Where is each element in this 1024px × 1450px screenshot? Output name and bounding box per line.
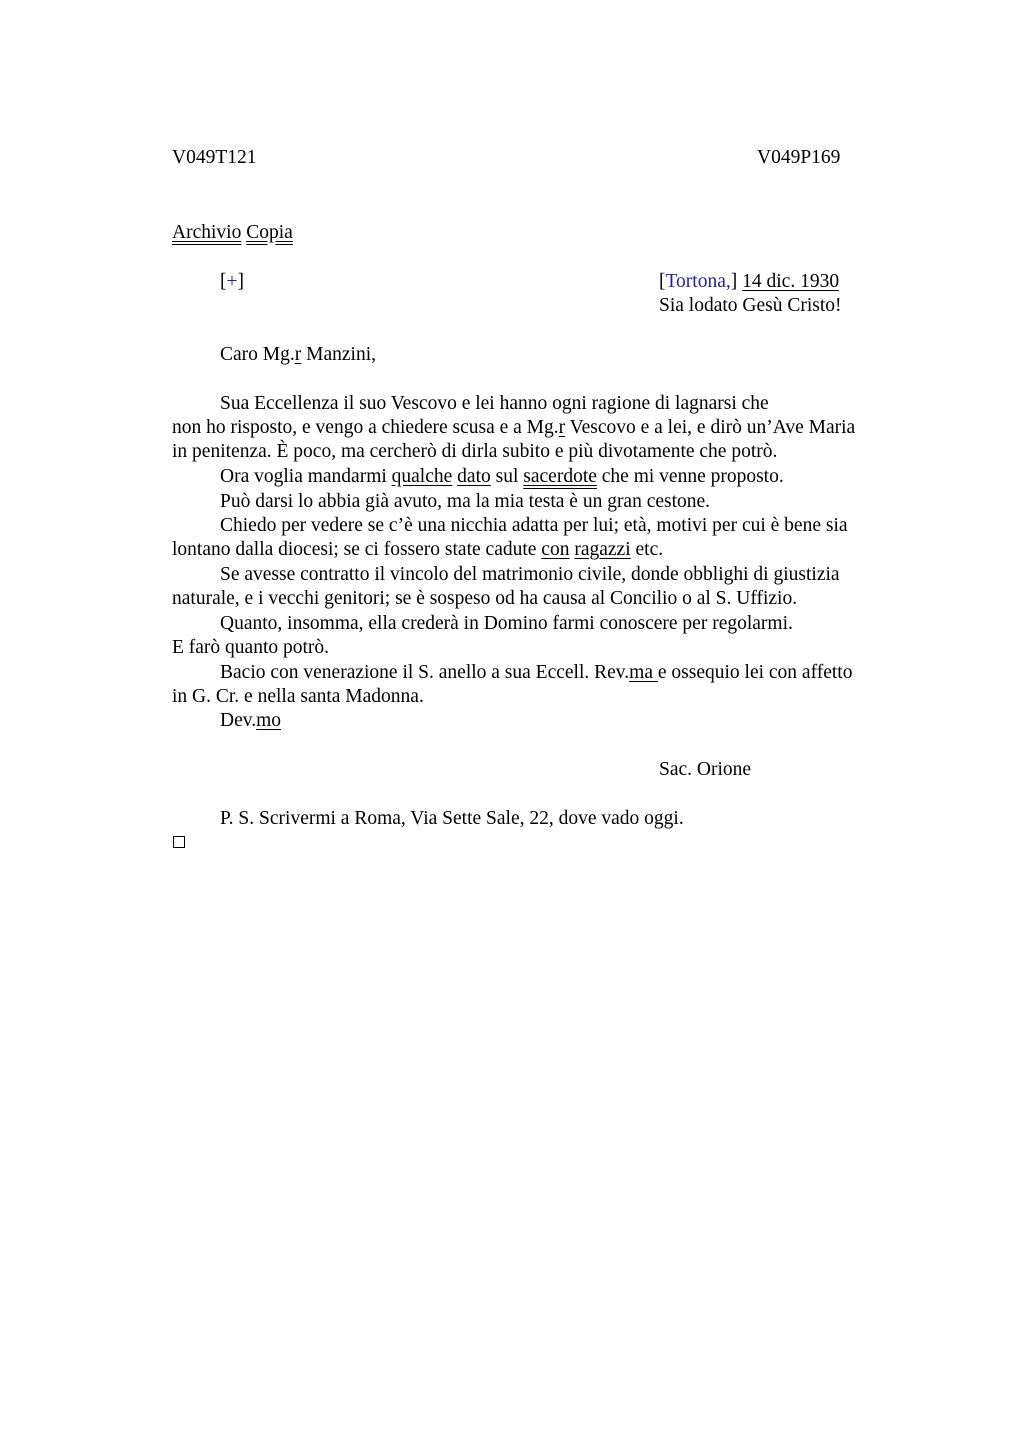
cross-mark (220, 270, 244, 294)
text-segment: non ho risposto, e vengo a chiedere scusa e a Mg. (172, 417, 559, 438)
underlined-word: dato (457, 466, 491, 487)
end-box-icon (173, 836, 185, 848)
document-code-right: V049P169 (757, 147, 841, 168)
postscript: P. S. Scrivermi a Roma, Via Sette Sale, 22, dove vado oggi. (220, 808, 684, 829)
place-name: Tortona, (665, 271, 731, 292)
body-line: Quanto, insomma, ella crederà in Domino farmi conoscere per regolarmi. (220, 613, 793, 634)
text-segment: sul (490, 466, 524, 487)
letter-date: 14 dic. 1930 (742, 271, 840, 292)
body-line: in penitenza. È poco, ma cercherò di dirla subito e più divotamente che potrò. (172, 441, 778, 462)
bracket-close: ] (237, 271, 244, 292)
text-segment: Bacio con venerazione il S. anello a sua Eccell. Rev. (220, 662, 630, 683)
body-line: in G. Cr. e nella santa Madonna. (172, 686, 424, 707)
body-line (172, 538, 663, 562)
closing-text: Dev. (220, 710, 257, 731)
closing (220, 709, 281, 733)
body-line (172, 416, 855, 440)
body-line (220, 661, 852, 685)
underlined-word: con (541, 539, 570, 560)
cross-symbol: + (226, 271, 238, 292)
underlined-word: ragazzi (574, 539, 631, 560)
bracket-close: ] (730, 271, 738, 292)
body-line: Sua Eccellenza il suo Vescovo e lei hanno ogni ragione di lagnarsi che (220, 393, 769, 414)
text-segment: lontano dalla diocesi; se ci fossero state cadute (172, 539, 542, 560)
body-line: Se avesse contratto il vincolo del matrimonio civile, donde obblighi di giustizia (220, 564, 840, 585)
greeting-name: Manzini, (301, 344, 376, 365)
body-line: Chiedo per vedere se c’è una nicchia adatta per lui; età, motivi per cui è bene sia (220, 515, 848, 536)
archive-note (172, 221, 293, 245)
signature: Sac. Orione (659, 759, 752, 780)
salutation: Sia lodato Gesù Cristo! (659, 295, 842, 316)
greeting-text: Caro Mg. (220, 344, 295, 365)
text-segment: Vescovo e a lei, e dirò un’Ave Maria (565, 417, 856, 438)
greeting-abbrev: r (294, 344, 302, 365)
abbrev-mark: mo (256, 710, 282, 731)
body-line: naturale, e i vecchi genitori; se è sospeso od ha causa al Concilio o al S. Uffizio. (172, 588, 798, 609)
body-line (220, 465, 784, 489)
body-line: Può darsi lo abbia già avuto, ma la mia testa è un gran cestone. (220, 491, 711, 512)
greeting (220, 343, 376, 367)
double-underlined-word: sacerdote (523, 466, 597, 487)
document-code-left: V049T121 (172, 147, 257, 168)
abbrev-mark: ma (629, 662, 658, 683)
text-segment: etc. (630, 539, 664, 560)
archive-word: Archivio (172, 222, 242, 243)
copy-word: Copia (246, 222, 293, 243)
bracket-open: [ (659, 271, 666, 292)
dateline (659, 270, 839, 294)
abbrev-mark: r (558, 417, 566, 438)
text-segment: che mi venne proposto. (596, 466, 784, 487)
underlined-word: qualche (391, 466, 453, 487)
bracket-open: [ (220, 271, 227, 292)
text-segment: e ossequio lei con affetto (657, 662, 853, 683)
text-segment: Ora voglia mandarmi (220, 466, 392, 487)
body-line: E farò quanto potrò. (172, 637, 330, 658)
